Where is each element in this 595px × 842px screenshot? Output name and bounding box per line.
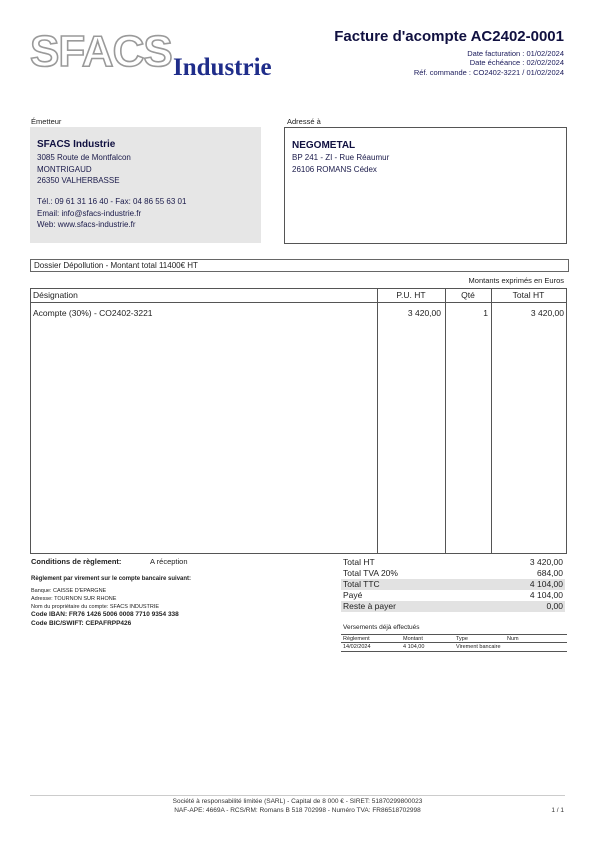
row-total: 3 420,00 [530, 308, 564, 318]
recipient-box [284, 127, 567, 244]
order-reference: Réf. commande : CO2402-3221 / 01/02/2024 [413, 68, 564, 77]
header-total: Total HT [512, 290, 545, 300]
payments-bottom-divider [341, 651, 567, 652]
payments-header-divider [341, 642, 567, 643]
row-unit-price: 3 420,00 [407, 308, 441, 318]
remaining-label: Reste à payer [343, 601, 396, 611]
paid-label: Payé [343, 590, 363, 600]
payment-terms-value: A réception [150, 557, 188, 566]
footer-legal-2: NAF-APE: 4669A - RCS/RM: Romans B 518 702998 - Numéro TVA: FR86518702998 [174, 807, 421, 814]
payments-title: Versements déjà effectués [343, 624, 420, 631]
recipient-address-2: 26106 ROMANS Cédex [292, 165, 377, 174]
company-logo-subtitle: Industrie [173, 54, 272, 81]
emitter-address-3: 26350 VALHERBASSE [37, 176, 120, 185]
bank-address: Adresse: TOURNON SUR RHONE [31, 596, 117, 602]
emitter-address-2: MONTRIGAUD [37, 165, 92, 174]
payment-amount: 4 104,00 [403, 644, 425, 650]
total-tva-label: Total TVA 20% [343, 568, 398, 578]
emitter-phone: Tél.: 09 61 31 16 40 - Fax: 04 86 55 63 01 [37, 197, 187, 206]
page-number: 1 / 1 [551, 807, 564, 814]
row-quantity: 1 [483, 308, 488, 318]
invoice-date: Date facturation : 01/02/2024 [467, 49, 564, 58]
header-designation: Désignation [33, 290, 78, 300]
payments-divider [341, 634, 567, 635]
dossier-reference: Dossier Dépollution - Montant total 11400€ HT [30, 259, 569, 272]
header-quantity: Qté [461, 290, 475, 300]
bic: Code BIC/SWIFT: CEPAFRPP426 [31, 620, 132, 627]
total-ttc-value: 4 104,00 [529, 579, 563, 589]
total-tva-row [341, 568, 565, 579]
footer-legal-1: Société à responsabilité limitée (SARL) - Capital de 8 000 € - SIRET: 51870299800023 [172, 798, 423, 805]
payments-header-num: Num [507, 636, 519, 642]
paid-value: 4 104,00 [529, 590, 563, 600]
header-unit-price: P.U. HT [396, 290, 426, 300]
emitter-box [30, 127, 261, 243]
payment-type: Virement bancaire [456, 644, 501, 650]
total-ttc-label: Total TTC [343, 579, 380, 589]
recipient-name: NEGOMETAL [292, 140, 356, 151]
items-table [30, 288, 567, 554]
transfer-title: Règlement par virement sur le compte bancaire suivant: [31, 576, 192, 582]
emitter-label: Émetteur [31, 117, 62, 126]
account-owner: Nom du propriétaire du compte: SFACS INDUSTRIE [31, 604, 160, 610]
emitter-email: Email: info@sfacs-industrie.fr [37, 209, 142, 218]
total-ht-value: 3 420,00 [529, 557, 563, 567]
recipient-address-1: BP 241 - ZI - Rue Réaumur [292, 153, 390, 162]
payment-terms-label: Conditions de règlement: [31, 557, 122, 566]
paid-row [341, 590, 565, 601]
remaining-row [341, 601, 565, 612]
emitter-web: Web: www.sfacs-industrie.fr [37, 220, 136, 229]
emitter-name: SFACS Industrie [37, 139, 116, 150]
iban: Code IBAN: FR76 1426 5006 0008 7710 9354 338 [31, 611, 179, 618]
total-tva-value: 684,00 [537, 568, 563, 578]
total-ttc-row [341, 579, 565, 590]
payments-header-date: Règlement [343, 636, 370, 642]
total-ht-row [341, 557, 565, 568]
invoice-title: Facture d'acompte AC2402-0001 [334, 28, 564, 45]
payments-header-type: Type [456, 636, 468, 642]
recipient-label: Adressé à [287, 117, 321, 126]
bank-name: Banque: CAISSE D'EPARGNE [31, 588, 107, 594]
total-ht-label: Total HT [343, 557, 375, 567]
currency-note: Montants exprimés en Euros [468, 276, 564, 285]
emitter-address-1: 3085 Route de Montfalcon [37, 153, 131, 162]
invoice-due-date: Date échéance : 02/02/2024 [469, 58, 564, 67]
payment-date: 14/02/2024 [343, 644, 371, 650]
row-designation: Acompte (30%) - CO2402-3221 [33, 308, 153, 318]
payments-header-amount: Montant [403, 636, 423, 642]
company-logo: SFACS [30, 27, 172, 76]
remaining-value: 0,00 [546, 601, 563, 611]
footer-divider [30, 795, 565, 796]
